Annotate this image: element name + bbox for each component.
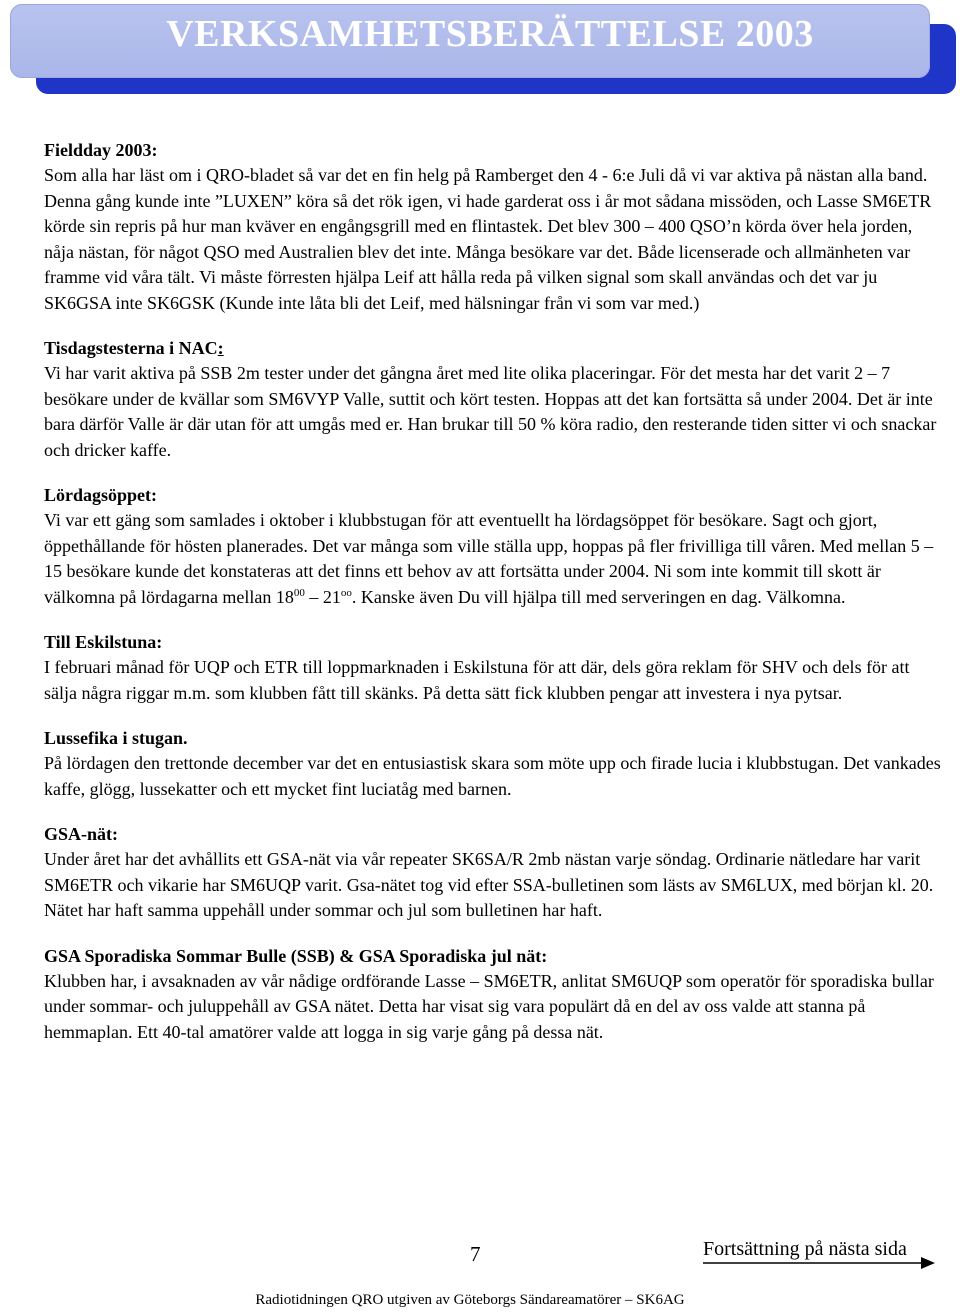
section-tisdagstesterna <box>44 336 944 463</box>
section-gsa-nat <box>44 822 944 924</box>
section-body: Vi har varit aktiva på SSB 2m tester under det gångna året med lite olika placeringar. För det mesta har det varit 2 – 7 besökare under de kvällar som SM6VYP Valle, suttit och kört testen. Hoppas att det kan fortsätta så under 2004. Det är inte bara därför Valle är där utan för att umgås med er. Han brukar till 50 % köra radio, den resterande tiden sitter vi och snackar och dricker kaffe. <box>44 363 937 460</box>
page-footer: Radiotidningen QRO utgiven av Göteborgs Sändareamatörer – SK6AG <box>255 1292 685 1308</box>
section-gsa-sporadiska <box>44 944 944 1046</box>
section-heading: GSA Sporadiska Sommar Bulle (SSB) & GSA Sporadiska jul nät: <box>44 945 548 966</box>
arrow-right-icon <box>703 1256 935 1270</box>
section-heading-link: Tisdagstesterna i NAC: <box>44 338 224 358</box>
section-eskilstuna <box>44 630 944 706</box>
section-body: I februari månad för UQP och ETR till loppmarknaden i Eskilstuna för att där, dels göra reklam för SHV och dels för att sälja några riggar m.m. som klubben fått till skänks. På detta sätt fick klubben pengar att investera i nya pytsar. <box>44 657 910 703</box>
section-heading: Till Eskilstuna: <box>44 632 163 652</box>
section-heading: GSA-nät: <box>44 824 119 844</box>
continue-link[interactable]: Fortsättning på nästa sida <box>703 1238 907 1260</box>
time-separator: – 21 <box>304 586 341 607</box>
section-body: Klubben har, i avsaknaden av vår nådige ordförande Lasse – SM6ETR, anlitat SM6UQP som operatör för sporadiska bullar under sommar- och juluppehåll av GSA nätet. Detta har visat sig vara populärt då en del av oss valde att stanna på hemmaplan. Ett 40-tal amatörer valde att logga in sig varje gång på dessa nät. <box>44 970 934 1042</box>
section-lussefika <box>44 726 944 802</box>
section-body: Som alla har läst om i QRO-bladet så var det en fin helg på Ramberget den 4 - 6:e Juli då vi var aktiva på nästan alla band. Denna gång kunde inte ”LUXEN” köra så det rök igen, vi hade garderat oss i år mot sådana missöden, och Lasse SM6ETR körde sin repris på hur man kväver en engångsgrill med en flintastek. Det blev 300 – 400 QSO’n körda över hela jorden, nåja nästan, för något QSO med Australien blev det inte. Många besökare var det. Både licenserade och allmänheten var framme vid våra tält. Vi måste förresten hjälpa Leif att hålla reda på vilken signal som skall användas och det var ju SK6GSA inte SK6GSK (Kunde inte låta bli det Leif, med hälsningar från vi som var med.) <box>44 165 932 313</box>
body-text-after: . Kanske även Du vill hjälpa till med serveringen en dag. Välkomna. <box>351 586 846 607</box>
body-text-before: Vi var ett gäng som samlades i oktober i klubbstugan för att eventuellt ha lördagsöppet för besökare. Sagt och gjort, öppethållande för hösten planerades. Det var många som ville ställa upp, hoppas på fler frivilliga till våren. Med mellan 5 – 15 besökare kunde det konstateras att det finns ett behov av att fortsätta under 2004. Ni som inte kommit till skott är välkomna på lördagarna mellan 18 <box>44 510 934 607</box>
document-body <box>44 138 944 1065</box>
page-number: 7 <box>470 1242 481 1266</box>
section-body <box>44 508 944 610</box>
time-end-superscript: oo <box>340 586 352 599</box>
section-heading <box>44 336 944 361</box>
section-fieldday <box>44 138 944 316</box>
section-lordagsoppet <box>44 483 944 610</box>
section-heading: Fieldday 2003: <box>44 140 158 160</box>
section-heading: Lussefika i stugan. <box>44 728 188 748</box>
section-body: Under året har det avhållits ett GSA-nät via vår repeater SK6SA/R 2mb nästan varje söndag. Ordinarie nätledare har varit SM6ETR och vikarie har SM6UQP varit. Gsa-nätet tog vid efter SSA-bulletinen som lästs av SM6LUX, med början kl. 20. Nätet har haft samma uppehåll under sommar och jul som bulletinen har haft. <box>44 849 934 920</box>
section-heading: Lördagsöppet: <box>44 485 158 505</box>
time-start-superscript: 00 <box>293 586 305 599</box>
page-title: VERKSAMHETSBERÄTTELSE 2003 <box>166 13 814 55</box>
section-body: På lördagen den trettonde december var det en entusiastisk skara som möte upp och firade lucia i klubbstugan. Det vankades kaffe, glögg, lussekatter och ett mycket fint luciatåg med barnen. <box>44 753 941 799</box>
